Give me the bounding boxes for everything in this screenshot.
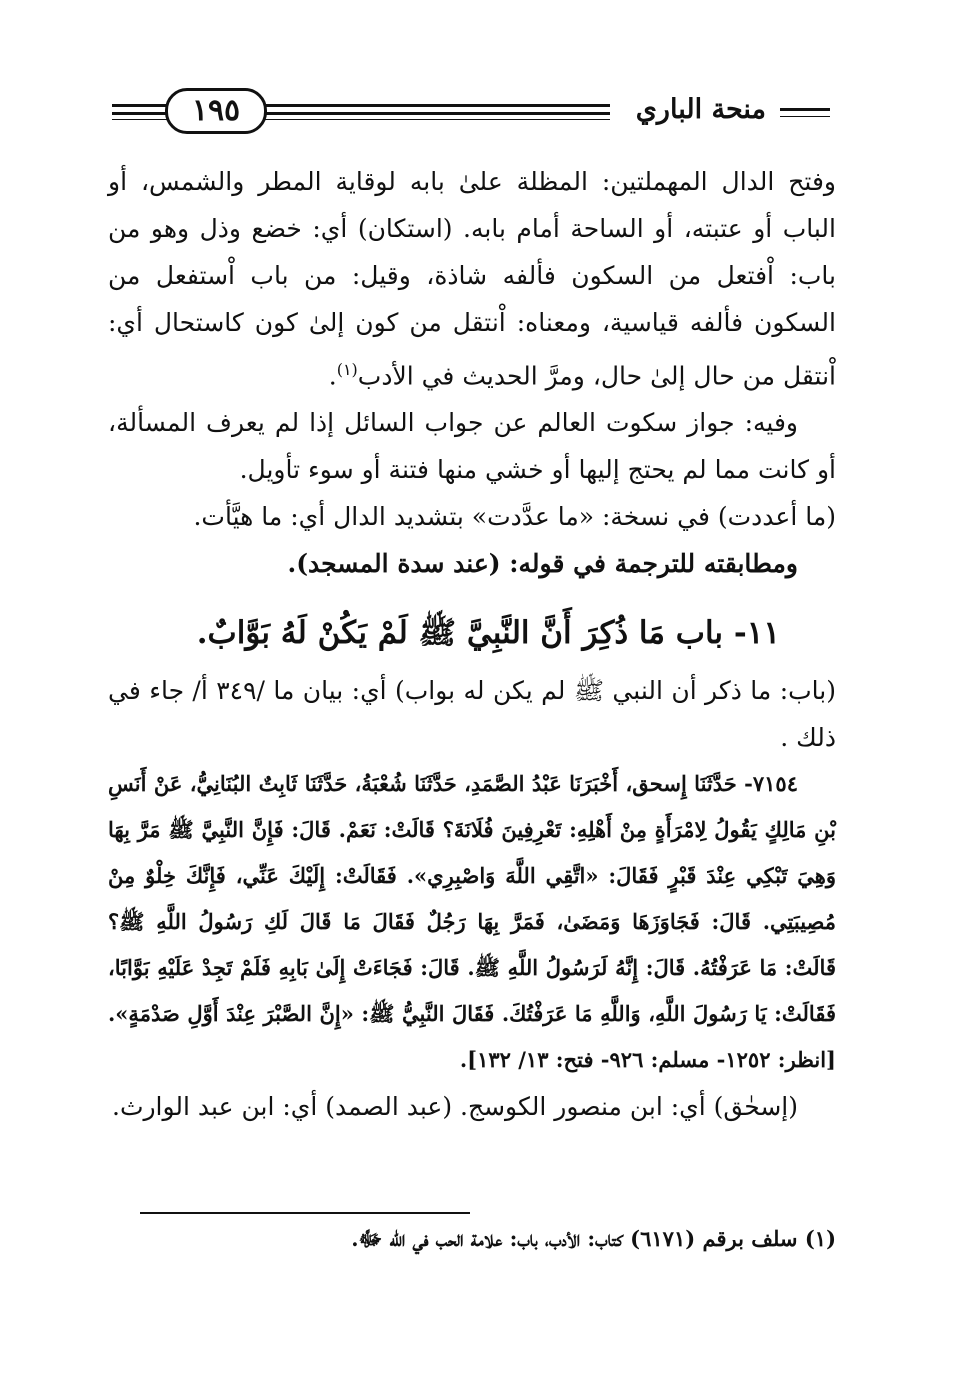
paragraph: وفيه: جواز سكوت العالم عن جواب السائل إذا لم يعرف المسألة، أو كانت مما لم يحتج إليها أو خشي منها فتنة أو سوء تأويل. bbox=[108, 408, 836, 485]
chapter-heading: ١١- باب مَا ذُكِرَ أَنَّ النَّبِيَّ ﷺ لَمْ يَكُنْ لَهُ بَوَّابٌ. bbox=[196, 615, 780, 652]
running-title: منحة الباري bbox=[635, 94, 766, 125]
header-rule-left bbox=[112, 104, 172, 107]
footnote-rule bbox=[140, 1212, 470, 1214]
paragraph-text: وفتح الدال المهملتين: المظلة علىٰ بابه لوقاية المطر والشمس، أو الباب أو عتبته، أو الساحة أمام بابه. (استكان) أي: خضع وذل وهو من باب: اْفتعل من السكون فألفه شاذة، وقيل: من باب اْستفعل من السكون فألفه قياسية، ومعناه: اْنتقل من كون إلىٰ كون كاستحال أي: اْنتقل من حال إلىٰ حال، ومرَّ الحديث في الأدب bbox=[108, 167, 836, 391]
header-rule-middle bbox=[255, 119, 610, 120]
page-number: ١٩٥ bbox=[191, 93, 241, 128]
paragraph-end: . bbox=[328, 361, 337, 391]
hadith-text: ٧١٥٤- حَدَّثَنَا إِسحق، أَخْبَرَنَا عَبْدُ الصَّمَدِ، حَدَّثَنَا شُعْبَةُ، حَدَّثَنَا ثَابِتٌ البُنَانِيُّ، عَنْ أَنَسِ بْنِ مَالِكٍ يَقُولُ لِامْرَأَةٍ مِنْ أَهْلِهِ: تَعْرِفِينَ فُلَانَةَ؟ قَالَتْ: نَعَمْ. قَالَ: فَإِنَّ النَّبِيَّ ﷺ مَرَّ بِهَا وَهِيَ تَبْكِي عِنْدَ قَبْرٍ فَقَالَ: «اتَّقِي اللَّهَ وَاصْبِرِي». فَقَالَتْ: إِلَيْكَ عَنِّي، فَإِنَّكَ خِلْوٌ مِنْ مُصِيبَتِي. قَالَ: فَجَاوَزَهَا وَمَضَىٰ، فَمَرَّ بِهَا رَجُلٌ فَقَالَ مَا قَالَ لَكِ رَسُولُ اللَّهِ ﷺ؟ قَالَتْ: مَا عَرَفْتُهُ. قَالَ: إِنَّهُ لَرَسُولُ اللَّهِ ﷺ. قَالَ: فَجَاءَتْ إِلَىٰ بَابِهِ فَلَمْ تَجِدْ عَلَيْهِ بَوَّابًا، فَقَالَتْ: يَا رَسُولَ اللَّهِ، وَاللَّهِ مَا عَرَفْتُكَ. فَقَالَ النَّبِيُّ ﷺ: «إِنَّ الصَّبْرَ عِنْدَ أَوَّلِ صَدْمَةٍ». [انظر: ١٢٥٢- مسلم: ٩٢٦- فتح: ١٣/ ١٣٢]. bbox=[108, 771, 836, 1073]
header-rule-left bbox=[112, 112, 172, 115]
paragraph: (ما أعددت) في نسخة: «ما عدَّدت» بتشديد الدال أي: ما هيَّأت. bbox=[193, 502, 836, 532]
main-text bbox=[108, 158, 836, 1130]
page-number-badge bbox=[165, 88, 267, 134]
paragraph: (إسحٰق) أي: ابن منصور الكوسج. (عبد الصمد) أي: ابن عبد الوارث. bbox=[112, 1092, 798, 1122]
footnote-marker: (١) bbox=[336, 360, 358, 379]
paragraph bbox=[108, 158, 836, 399]
header-rule-right bbox=[780, 108, 830, 111]
header-rule-left bbox=[112, 119, 172, 120]
header-rule-middle bbox=[255, 112, 610, 115]
footnote: (١) سلف برقم (٦١٧١) كتاب: الأدب، باب: علامة الحب في الله ﷻ. bbox=[351, 1226, 836, 1251]
header-rule-right bbox=[780, 116, 830, 117]
paragraph: (باب: ما ذكر أن النبي ﷺ لم يكن له بواب) أي: بيان ما /٣٤٩ أ/ جاء في ذلك . bbox=[108, 676, 836, 753]
header-rule-middle bbox=[255, 104, 610, 107]
paragraph: ومطابقته للترجمة في قوله: (عند سدة المسجد). bbox=[287, 549, 798, 579]
